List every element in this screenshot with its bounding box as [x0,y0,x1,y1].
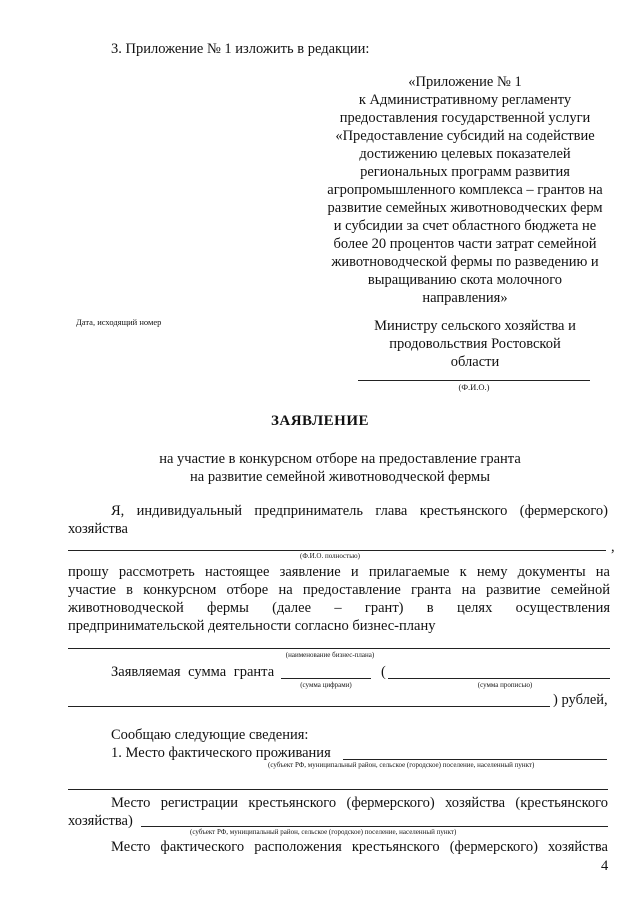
subtitle-block [60,450,620,486]
fio-full-line [68,550,606,551]
appendix-line: животноводческой фермы по разведению и [331,254,599,270]
sum-words-continuation-line[interactable] [68,706,550,707]
registration-field-line[interactable] [141,826,608,827]
registration-line2: хозяйства) [68,813,133,829]
residence-label: 1. Место фактического проживания [111,745,331,761]
request-line: предпринимательской деятельности согласно бизнес-плану [68,618,436,634]
residence-line[interactable] [343,759,607,760]
appendix-line: более 20 процентов части затрат семейной [333,236,597,252]
appendix-line: достижению целевых показателей [359,146,571,162]
sum-words-caption: (сумма прописью) [477,681,533,689]
appendix-line: к Административному регламенту [358,92,572,108]
registration-line1: Место регистрации крестьянского (фермерского) хозяйства (крестьянского [111,795,608,811]
request-line: прошу рассмотреть настоящее заявление и прилагаемые к нему документы на [68,564,610,580]
applicant-statement-line2: хозяйства [68,521,128,537]
business-plan-line [68,648,610,649]
intro-text: 3. Приложение № 1 изложить в редакции: [111,41,370,57]
appendix-line: направления» [422,290,508,306]
document-title: ЗАЯВЛЕНИЕ [270,413,370,429]
appendix-line: региональных программ развития [360,164,570,180]
appendix-line: агропромышленного комплекса – грантов на [327,182,603,198]
info-header: Сообщаю следующие сведения: [111,727,309,743]
sum-words-line[interactable] [388,678,610,679]
date-label: Дата, исходящий номер [76,317,162,327]
addressee-line: области [450,354,500,370]
sum-digits-line[interactable] [281,678,371,679]
fio-line [358,380,590,381]
fio-caption: (Ф.И.О.) [458,382,490,392]
open-paren: ( [381,664,386,680]
appendix-line: развитие семейных животноводческих ферм [327,200,603,216]
location-line: Место фактического расположения крестьянского (фермерского) хозяйства [111,839,608,855]
residence-caption: (субъект РФ, муниципальный район, сельское (городское) поселение, населенный пункт) [268,761,535,769]
business-plan-caption: (наименование бизнес-плана) [285,651,375,659]
request-line: участие в конкурсном отборе на предоставление гранта на развитие семейной [68,582,610,598]
grant-amount-label: Заявляемая сумма гранта [111,664,275,680]
appendix-block [315,73,615,307]
applicant-statement-line1: Я, индивидуальный предприниматель глава крестьянского (фермерского) [111,503,608,519]
rubles-text: ) рублей, [553,692,608,708]
appendix-line: предоставления государственной услуги [339,110,591,126]
page-number: 4 [601,858,609,874]
registration-caption: (субъект РФ, муниципальный район, сельское (городское) поселение, населенный пункт) [190,828,457,836]
addressee-block [355,317,595,371]
appendix-line: «Предоставление субсидий на содействие [335,128,595,144]
residence-continuation-line[interactable] [68,789,608,790]
request-paragraph [68,563,610,635]
request-line: животноводческой фермы (далее – грант) в целях осуществления [68,600,610,616]
addressee-line: Министру сельского хозяйства и [374,318,576,334]
subtitle-line: на участие в конкурсном отборе на предоставление гранта [159,451,521,467]
appendix-line: и субсидии за счет областного бюджета не [333,218,597,234]
comma: , [611,539,615,555]
fio-full-caption: (Ф.И.О. полностью) [300,552,360,560]
sum-digits-caption: (сумма цифрами) [300,681,352,689]
subtitle-line: на развитие семейной животноводческой фермы [190,469,490,485]
addressee-line: продовольствия Ростовской [389,336,561,352]
appendix-line: «Приложение № 1 [408,74,522,90]
appendix-line: выращиванию скота молочного [367,272,563,288]
